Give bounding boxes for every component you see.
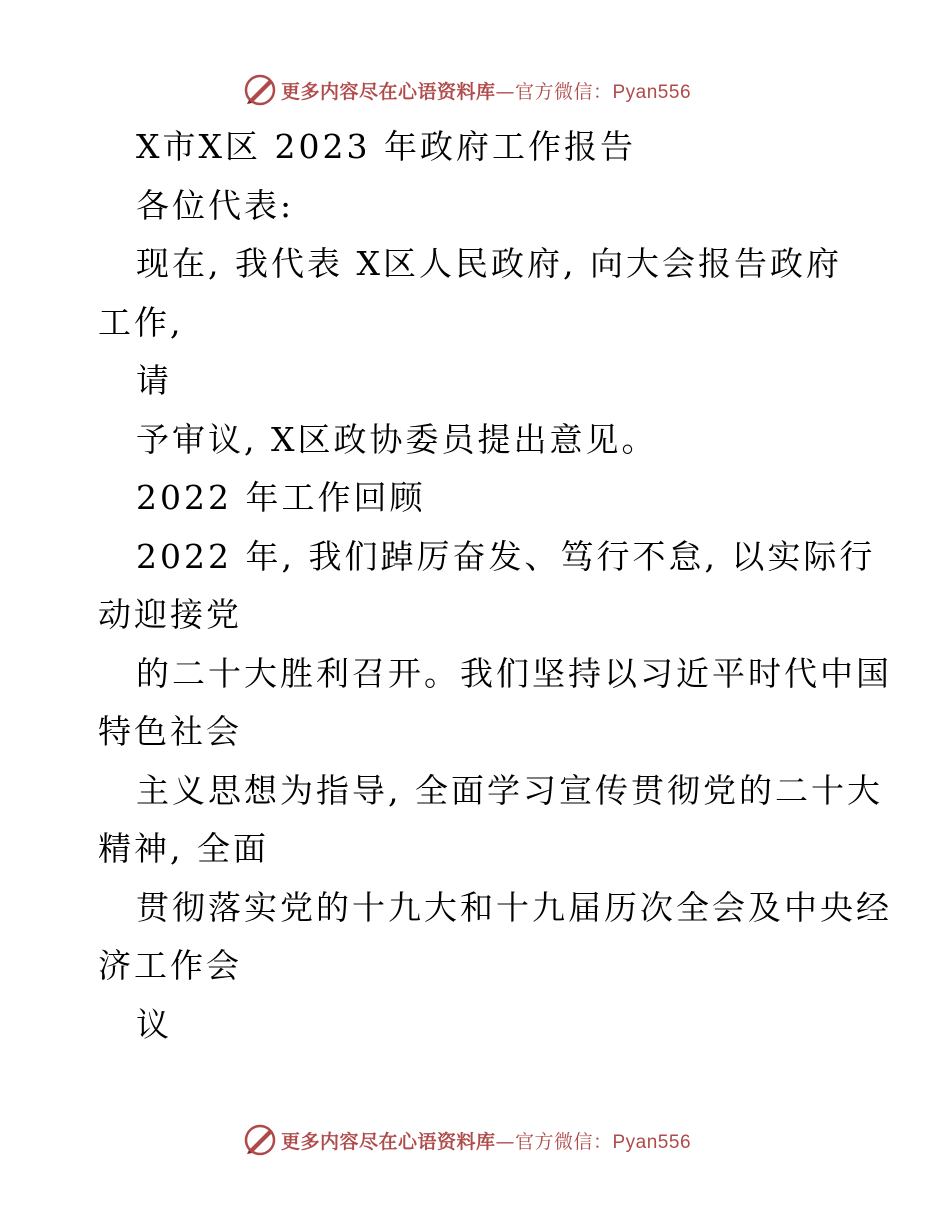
document-line: 2022 年工作回顾 xyxy=(136,478,426,517)
document-line: 的二十大胜利召开。我们坚持以习近平时代中国 xyxy=(136,653,892,693)
document-line: 特色社会 xyxy=(98,712,242,751)
pen-logo-icon xyxy=(243,1123,277,1157)
watermark-label: 官方微信： xyxy=(514,80,613,103)
watermark-text xyxy=(281,77,691,104)
watermark-header xyxy=(0,70,950,110)
document-line: 各位代表: xyxy=(136,185,295,225)
document-line: 现在, 我代表 X区人民政府, 向大会报告政府 xyxy=(136,244,842,283)
document-line: 精神, 全面 xyxy=(98,829,269,868)
document-line: 请 xyxy=(136,361,172,400)
watermark-dash: — xyxy=(495,80,515,103)
watermark-label: 官方微信： xyxy=(514,1130,613,1153)
watermark-footer xyxy=(0,1120,950,1160)
watermark-brand: 更多内容尽在心语资料库 xyxy=(280,80,496,103)
watermark-text xyxy=(281,1127,691,1154)
watermark-brand: 更多内容尽在心语资料库 xyxy=(280,1130,496,1153)
watermark-dash: — xyxy=(495,1130,515,1153)
document-line: 2022 年, 我们踔厉奋发、笃行不怠, 以实际行 xyxy=(136,536,876,576)
watermark-wechat-id: Pyan556 xyxy=(612,1131,692,1153)
document-line: 贯彻落实党的十九大和十九届历次全会及中央经 xyxy=(136,887,892,927)
document-line: 议 xyxy=(136,1004,172,1044)
document-line: 工作, xyxy=(98,302,184,342)
pen-logo-icon xyxy=(243,73,277,107)
document-line: X市X区 2023 年政府工作报告 xyxy=(136,127,636,166)
watermark-wechat-id: Pyan556 xyxy=(612,81,692,103)
document-line: 主义思想为指导, 全面学习宣传贯彻党的二十大 xyxy=(136,770,883,810)
document-body xyxy=(98,118,892,1054)
document-line: 予审议, X区政协委员提出意见。 xyxy=(136,419,658,459)
document-line: 动迎接党 xyxy=(98,595,242,634)
document-line: 济工作会 xyxy=(98,946,242,985)
